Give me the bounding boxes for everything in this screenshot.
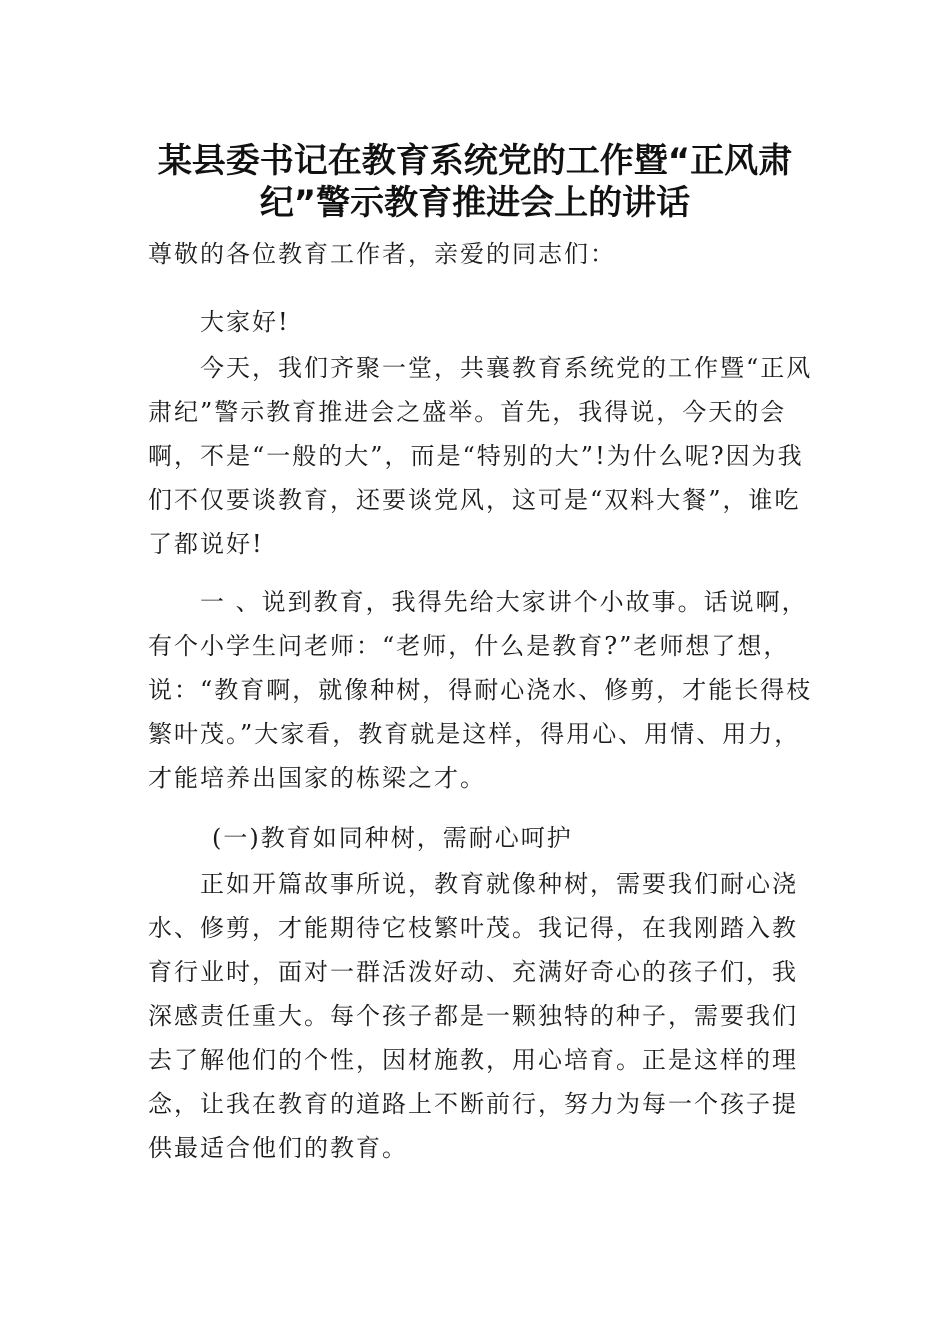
document-title: 某县委书记在教育系统党的工作暨“正风肃纪”警示教育推进会上的讲话 [157, 141, 793, 223]
subheading-education-tree: (一)教育如同种树，需耐心呵护 [212, 824, 573, 852]
section-one-paragraph: 一 、说到教育，我得先给大家讲个小故事。话说啊，有个小学生问老师：“老师，什么是教育?”老师想了想，说：“教育啊，就像种树，得耐心浇水、修剪，才能长得枝繁叶茂。”大家看，教育就是这样，得用心、用情、用力，才能培养出国家的栋梁之才。 [148, 588, 813, 792]
salutation: 尊敬的各位教育工作者，亲爱的同志们： [148, 240, 616, 268]
greeting-paragraph: 大家好! [200, 308, 290, 336]
tree-paragraph: 正如开篇故事所说，教育就像种树，需要我们耐心浇水、修剪，才能期待它枝繁叶茂。我记得，在我刚踏入教育行业时，面对一群活泼好动、充满好奇心的孩子们，我深感责任重大。每个孩子都是一颗独特的种子，需要我们去了解他们的个性，因材施教，用心培育。正是这样的理念，让我在教育的道路上不断前行，努力为每一个孩子提供最适合他们的教育。 [148, 870, 798, 1162]
intro-paragraph: 今天，我们齐聚一堂，共襄教育系统党的工作暨“正风肃纪”警示教育推进会之盛举。首先，我得说，今天的会啊，不是“一般的大”，而是“特别的大”!为什么呢?因为我们不仅要谈教育，还要谈党风，这可是“双料大餐”，谁吃了都说好! [148, 354, 813, 558]
